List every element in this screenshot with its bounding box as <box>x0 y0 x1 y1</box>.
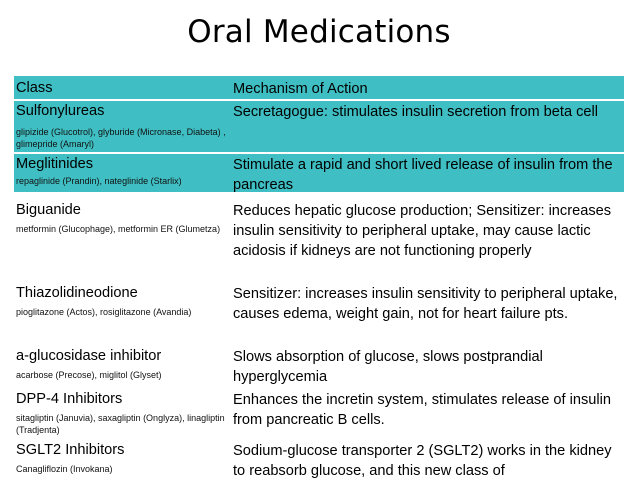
slide-title: Oral Medications <box>187 14 451 50</box>
table-header-row <box>14 76 624 99</box>
mechanism-cell: Reduces hepatic glucose production; Sensitizer: increases insulin sensitivity to peripheral uptake, may cause lactic acidosis if kidneys are not functioning properly <box>233 203 612 259</box>
table-row <box>14 389 624 437</box>
class-name: DPP-4 Inhibitors <box>16 391 123 407</box>
mechanism-cell: Sensitizer: increases insulin sensitivity to peripheral uptake, causes edema, weight gain, not for heart failure pts. <box>233 286 618 322</box>
class-name: Biguanide <box>16 202 81 218</box>
drug-list: repaglinide (Prandin), nateglinide (Starlix) <box>16 176 182 186</box>
class-cell <box>16 441 228 476</box>
table-row <box>14 283 624 346</box>
drug-list: metformin (Glucophage), metformin ER (Glumetza) <box>16 224 221 234</box>
mechanism-cell: Sodium-glucose transporter 2 (SGLT2) works in the kidney to reabsorb glucose, and this new class of <box>233 443 612 479</box>
class-cell <box>16 201 228 236</box>
drug-list: sitagliptin (Januvia), saxagliptin (Onglyza), linagliptin (Tradjenta) <box>16 413 225 435</box>
class-name: SGLT2 Inhibitors <box>16 442 125 458</box>
mechanism-cell: Enhances the incretin system, stimulates release of insulin from pancreatic B cells. <box>233 392 611 428</box>
drug-list: glipizide (Glucotrol), glyburide (Micronase, Diabeta) , glimepride (Amaryl) <box>16 127 226 149</box>
class-cell <box>16 155 228 188</box>
table-row <box>14 154 624 192</box>
drug-list: pioglitazone (Actos), rosiglitazone (Avandia) <box>16 307 192 317</box>
mechanism-cell: Secretagogue: stimulates insulin secretion from beta cell <box>233 104 599 120</box>
header-class: Class <box>16 80 53 96</box>
table-row <box>14 346 624 390</box>
header-mechanism: Mechanism of Action <box>233 81 368 97</box>
class-cell <box>16 390 228 436</box>
class-name: Meglitinides <box>16 156 94 172</box>
table-row <box>14 101 624 152</box>
class-name: Sulfonylureas <box>16 103 105 119</box>
class-cell <box>16 347 228 382</box>
class-name: Thiazolidineodione <box>16 285 138 301</box>
class-cell <box>16 102 228 150</box>
table-row <box>14 200 624 282</box>
table-row <box>14 440 624 479</box>
mechanism-cell: Stimulate a rapid and short lived release of insulin from the pancreas <box>233 157 613 192</box>
class-name: a-glucosidase inhibitor <box>16 348 162 364</box>
class-cell <box>16 284 228 319</box>
drug-list: acarbose (Precose), miglitol (Glyset) <box>16 370 162 380</box>
drug-list: Canagliflozin (Invokana) <box>16 464 113 474</box>
mechanism-cell: Slows absorption of glucose, slows postprandial hyperglycemia <box>233 349 543 385</box>
